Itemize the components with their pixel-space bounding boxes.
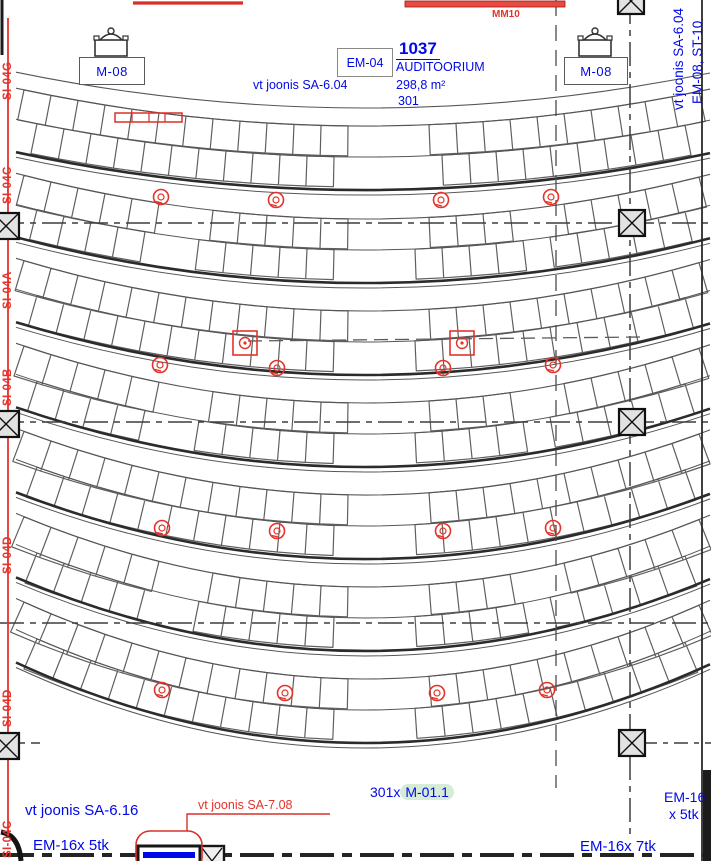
- left-label-si04a: SI-04A: [2, 271, 14, 309]
- smoke-detector-inner-6: [274, 365, 280, 371]
- footer-ref-red: vt joonis SA-7.08: [198, 798, 293, 812]
- column-box-7: [618, 0, 644, 14]
- seat-tag-mark: M-01.1: [400, 784, 454, 800]
- band-step-edge-arc-3: [16, 327, 710, 380]
- smoke-detector-inner-15: [434, 690, 440, 696]
- room-number: 1037: [396, 39, 440, 60]
- smoke-detector-inner-12: [550, 525, 556, 531]
- footer-em-right-top: EM-16: [664, 789, 706, 805]
- seat-tag-prefix: 301x: [370, 784, 401, 800]
- smoke-detector-inner-7: [440, 365, 446, 371]
- m08-left-box: [79, 57, 145, 85]
- square-device-dot-1: [243, 341, 246, 344]
- band-mid-arc-3: [16, 289, 710, 342]
- band-step-edge-arc-5: [16, 497, 710, 564]
- band-top-arc-1: [16, 88, 710, 126]
- room-name: AUDITOORIUM: [396, 60, 485, 74]
- bottom-device-blue-bar: [143, 852, 195, 858]
- smoke-detector-inner-14: [282, 690, 288, 696]
- band-top-arc-6: [16, 513, 710, 587]
- smoke-detector-inner-4: [548, 194, 554, 200]
- footer-em-bottom: EM-16x 7tk: [580, 838, 656, 855]
- band-step-edge-arc-6: [16, 582, 710, 656]
- m08-right-box: [564, 57, 628, 85]
- square-device-dot-2: [460, 341, 463, 344]
- band-step-arc-1: [16, 152, 710, 190]
- left-label-si04c-bottom: SI-04C: [2, 820, 14, 858]
- column-box-1: [0, 213, 19, 239]
- envelope-hatch-box: [200, 846, 224, 861]
- seat-type-tag: [370, 784, 454, 800]
- band-mid-arc-4: [16, 374, 710, 434]
- top-red-duct-bar: [405, 1, 565, 7]
- band-top-arc-4: [16, 343, 710, 403]
- em04-label: EM-04: [346, 55, 384, 70]
- column-box-2: [0, 411, 19, 437]
- band-mid-arc-5: [16, 459, 710, 526]
- band-step-edge-arc-2: [16, 242, 710, 288]
- right-wall-segment: [703, 770, 711, 861]
- band-step-arc-2: [16, 237, 710, 283]
- footer-ref-blue: vt joonis SA-6.16: [25, 802, 139, 819]
- band-top-arc-2: [16, 173, 710, 219]
- smoke-detector-inner-5: [157, 362, 163, 368]
- smoke-detector-inner-3: [438, 197, 444, 203]
- right-ref-1: vt joonis SA-6.04: [671, 7, 686, 110]
- room-area: 298,8 m²: [396, 78, 446, 92]
- seat-row-band-4: [14, 346, 709, 464]
- smoke-detector-inner-2: [273, 197, 279, 203]
- column-box-3: [0, 733, 19, 759]
- footer-em-left: EM-16x 5tk: [33, 837, 109, 854]
- room-code: 301: [398, 94, 419, 108]
- seat-row-band-6: [12, 517, 711, 648]
- seat-row-band-5: [13, 431, 710, 555]
- m08-device-icon-1: [94, 28, 128, 56]
- m08-right-label: M-08: [580, 63, 612, 79]
- left-label-si04d-2: SI-04D: [2, 689, 14, 727]
- footer-em-right-bottom: x 5tk: [669, 806, 699, 822]
- left-label-si04c: SI-04C: [2, 166, 14, 204]
- smoke-detector-inner-1: [158, 194, 164, 200]
- left-label-si04g: SI-04G: [2, 61, 14, 100]
- band-step-arc-3: [16, 322, 710, 375]
- m08-device-icon-2: [578, 28, 612, 56]
- em04-box: [337, 48, 393, 77]
- band-step-arc-7: [16, 663, 710, 744]
- band-mid-arc-2: [16, 204, 710, 250]
- right-ref-2: EM-08, ST-10: [690, 20, 705, 104]
- room-ref: vt joonis SA-6.04: [253, 78, 348, 92]
- red-callout-leader: [187, 814, 330, 831]
- mm10-label: MM10: [492, 9, 520, 20]
- m08-left-label: M-08: [96, 63, 128, 79]
- left-label-si04d-1: SI-04D: [2, 536, 14, 574]
- left-label-si04b: SI-04B: [2, 368, 14, 406]
- smoke-detector-inner-9: [159, 525, 165, 531]
- smoke-detector-inner-13: [159, 687, 165, 693]
